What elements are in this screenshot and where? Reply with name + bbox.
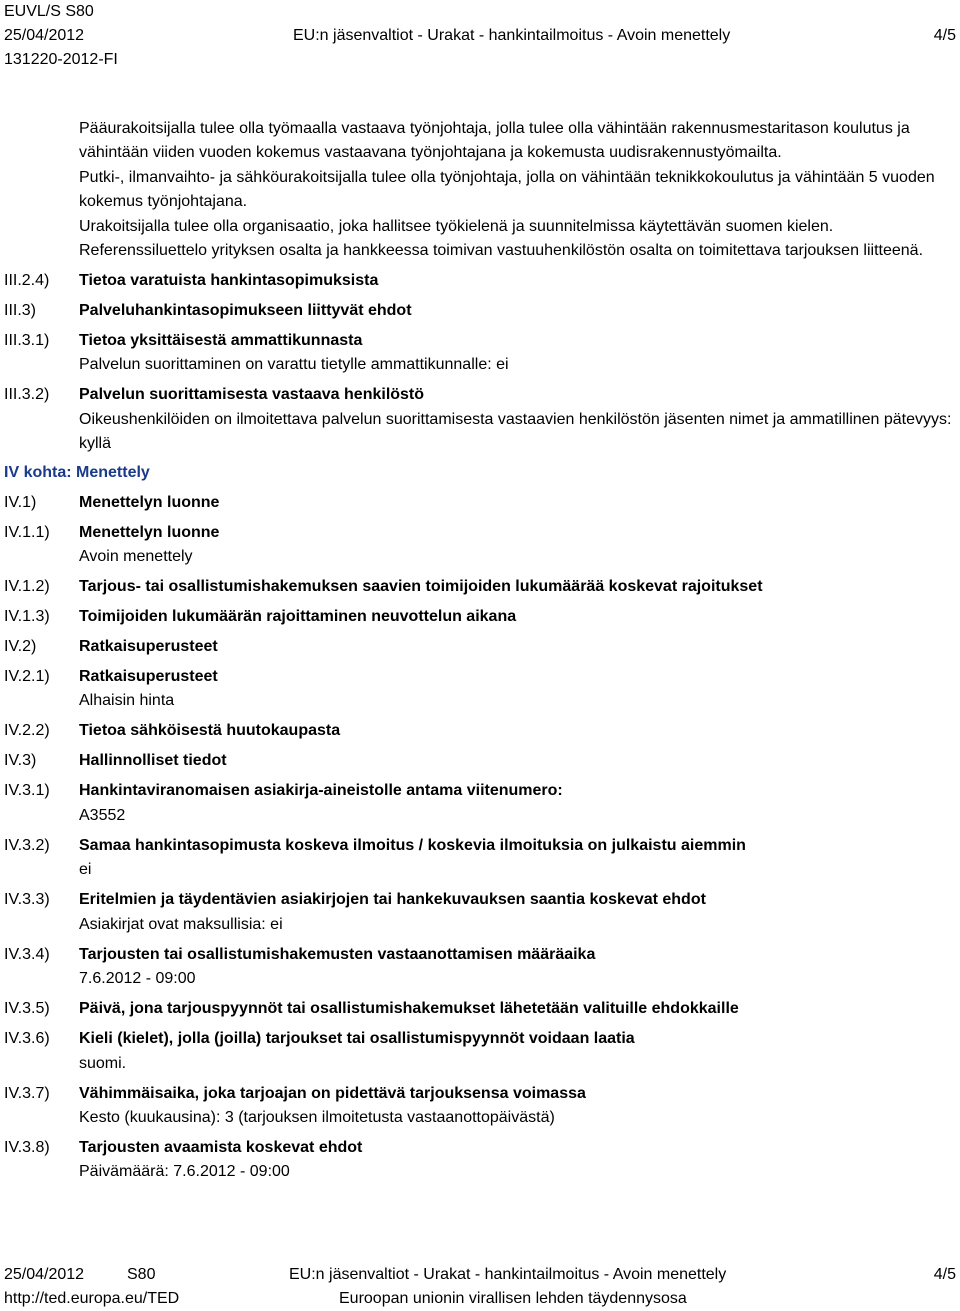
section (0, 383, 960, 456)
footer-title: EU:n jäsenvaltiot - Urakat - hankintailmoitus - Avoin menettely (289, 1266, 727, 1283)
section (0, 635, 960, 659)
section (0, 749, 960, 773)
section (0, 888, 960, 937)
notice-reference: 131220-2012-FI (4, 51, 118, 68)
footer-row-2 (4, 1287, 956, 1311)
section-title: Samaa hankintasopimusta koskeva ilmoitus / koskevia ilmoituksia on julkaistu aiemmin (79, 836, 746, 854)
section-number: IV.1.2) (4, 578, 50, 596)
section (0, 329, 960, 378)
section-number: IV.3.2) (4, 836, 50, 854)
header-row-3 (4, 48, 956, 72)
section-title: Ratkaisuperusteet (79, 638, 218, 656)
section-list-part4 (0, 491, 960, 1185)
section-number: IV.3.8) (4, 1138, 50, 1156)
section-title: Ratkaisuperusteet (79, 668, 218, 686)
section-value: 7.6.2012 - 09:00 (79, 970, 196, 988)
section-number: IV.3.3) (4, 891, 50, 909)
footer-page-number: 4/5 (933, 1266, 956, 1283)
header-date: 25/04/2012 (4, 27, 85, 44)
intro-paragraph: Referenssiluettelo yrityksen osalta ja hankkeessa toimivan vastuuhenkilöstön osalta on toimitettava tarjouksen liitteenä. (79, 242, 924, 260)
footer-date: 25/04/2012 (4, 1266, 85, 1283)
section-value: Asiakirjat ovat maksullisia: ei (79, 915, 283, 933)
section (0, 521, 960, 570)
section (0, 1027, 960, 1076)
section-number: IV.1.1) (4, 523, 50, 541)
section (0, 269, 960, 293)
section (0, 605, 960, 629)
section-value: Avoin menettely (79, 548, 193, 566)
section-number: III.2.4) (4, 272, 50, 290)
section-value: Palvelun suorittaminen on varattu tietylle ammattikunnalle: ei (79, 356, 509, 374)
section-list-part3 (0, 269, 960, 457)
qualification-requirements (79, 117, 954, 263)
section-value: Alhaisin hinta (79, 692, 175, 710)
section-title: Toimijoiden lukumäärän rajoittaminen neuvottelun aikana (79, 608, 517, 626)
section-number: IV.3) (4, 752, 37, 770)
section-value: Päivämäärä: 7.6.2012 - 09:00 (79, 1163, 290, 1181)
section-value: ei (79, 861, 92, 879)
footer-publisher: Euroopan unionin virallisen lehden täydennysosa (339, 1290, 687, 1307)
section-title: Menettelyn luonne (79, 523, 220, 541)
section (0, 1136, 960, 1185)
page-header (4, 0, 956, 72)
section-number: IV.2.1) (4, 668, 50, 686)
section-number: IV.3.1) (4, 782, 50, 800)
section-title: Tietoa yksittäisestä ammattikunnasta (79, 332, 363, 350)
section (0, 779, 960, 828)
doc-code: EUVL/S S80 (4, 3, 94, 20)
section-title: Palvelun suorittamisesta vastaava henkilöstö (79, 386, 425, 404)
section-number: IV.3.4) (4, 945, 50, 963)
section-title: Tarjous- tai osallistumishakemuksen saavien toimijoiden lukumäärää koskevat rajoitukset (79, 578, 763, 596)
section-title: Hankintaviranomaisen asiakirja-aineistolle antama viitenumero: (79, 782, 563, 800)
section-title: Tietoa sähköisestä huutokaupasta (79, 722, 341, 740)
section-number: III.3.1) (4, 332, 50, 350)
part-heading: IV kohta: Menettely (4, 463, 150, 481)
section (0, 719, 960, 743)
section-title: Hallinnolliset tiedot (79, 752, 227, 770)
section-title: Eritelmien ja täydentävien asiakirjojen tai hankekuvauksen saantia koskevat ehdot (79, 891, 706, 909)
section-title: Tietoa varatuista hankintasopimuksista (79, 272, 379, 290)
section-number: III.3.2) (4, 386, 50, 404)
page-footer (4, 1263, 956, 1311)
section-title: Palveluhankintasopimukseen liittyvät ehdot (79, 302, 412, 320)
section (0, 1082, 960, 1131)
section-title: Vähimmäisaika, joka tarjoajan on pidettävä tarjouksensa voimassa (79, 1084, 586, 1102)
section-title: Päivä, jona tarjouspyynnöt tai osallistumishakemukset lähetetään valituille ehdokkaille (79, 1000, 739, 1018)
section-title: Kieli (kielet), jolla (joilla) tarjoukset tai osallistumispyynnöt voidaan laatia (79, 1030, 635, 1048)
section (0, 665, 960, 714)
section-number: IV.2.2) (4, 722, 50, 740)
intro-paragraph: Pääurakoitsijalla tulee olla työmaalla vastaava työnjohtaja, jolla tulee olla vähintään rakennusmestaritason koulutus ja vähintään viiden vuoden kokemus vastaavana työnjohtajana ja kokemusta uudisrakennustyömailta. (79, 120, 910, 162)
section (0, 834, 960, 883)
section-value: suomi. (79, 1054, 127, 1072)
section-title: Tarjousten tai osallistumishakemusten vastaanottamisen määräaika (79, 945, 596, 963)
section-number: IV.1.3) (4, 608, 50, 626)
section-value: A3552 (79, 806, 126, 824)
section-number: IV.2) (4, 638, 37, 656)
section-number: IV.3.5) (4, 1000, 50, 1018)
header-row-2 (4, 24, 956, 48)
section-number: IV.3.7) (4, 1084, 50, 1102)
section (0, 997, 960, 1021)
footer-url: http://ted.europa.eu/TED (4, 1290, 180, 1307)
section-title: Menettelyn luonne (79, 493, 220, 511)
header-page-number: 4/5 (933, 27, 956, 44)
section-value: Kesto (kuukausina): 3 (tarjouksen ilmoitetusta vastaanottopäivästä) (79, 1108, 555, 1126)
section (0, 943, 960, 992)
section-value: Oikeushenkilöiden on ilmoitettava palvelun suorittamisesta vastaavien henkilöstön jäsenten nimet ja ammatillinen pätevyys: kyllä (79, 410, 952, 453)
footer-row-1 (4, 1263, 956, 1287)
section (0, 575, 960, 599)
footer-series: S80 (127, 1266, 156, 1283)
intro-paragraph: Putki-, ilmanvaihto- ja sähköurakoitsijalla tulee olla työnjohtaja, jolla on vähintään teknikkokoulutus ja vähintään 5 vuoden kokemus työnjohtajana. (79, 168, 935, 211)
header-title: EU:n jäsenvaltiot - Urakat - hankintailmoitus - Avoin menettely (293, 27, 731, 44)
section-title: Tarjousten avaamista koskevat ehdot (79, 1138, 363, 1156)
section (0, 491, 960, 515)
section-number: IV.3.6) (4, 1030, 50, 1048)
document-body (0, 117, 960, 1185)
section-number: III.3) (4, 302, 37, 320)
header-row-1 (4, 0, 956, 24)
section (0, 299, 960, 323)
section-number: IV.1) (4, 493, 37, 511)
intro-paragraph: Urakoitsijalla tulee olla organisaatio, joka hallitsee työkielenä ja suunnitelmissa käytettävän suomen kielen. (79, 217, 834, 235)
